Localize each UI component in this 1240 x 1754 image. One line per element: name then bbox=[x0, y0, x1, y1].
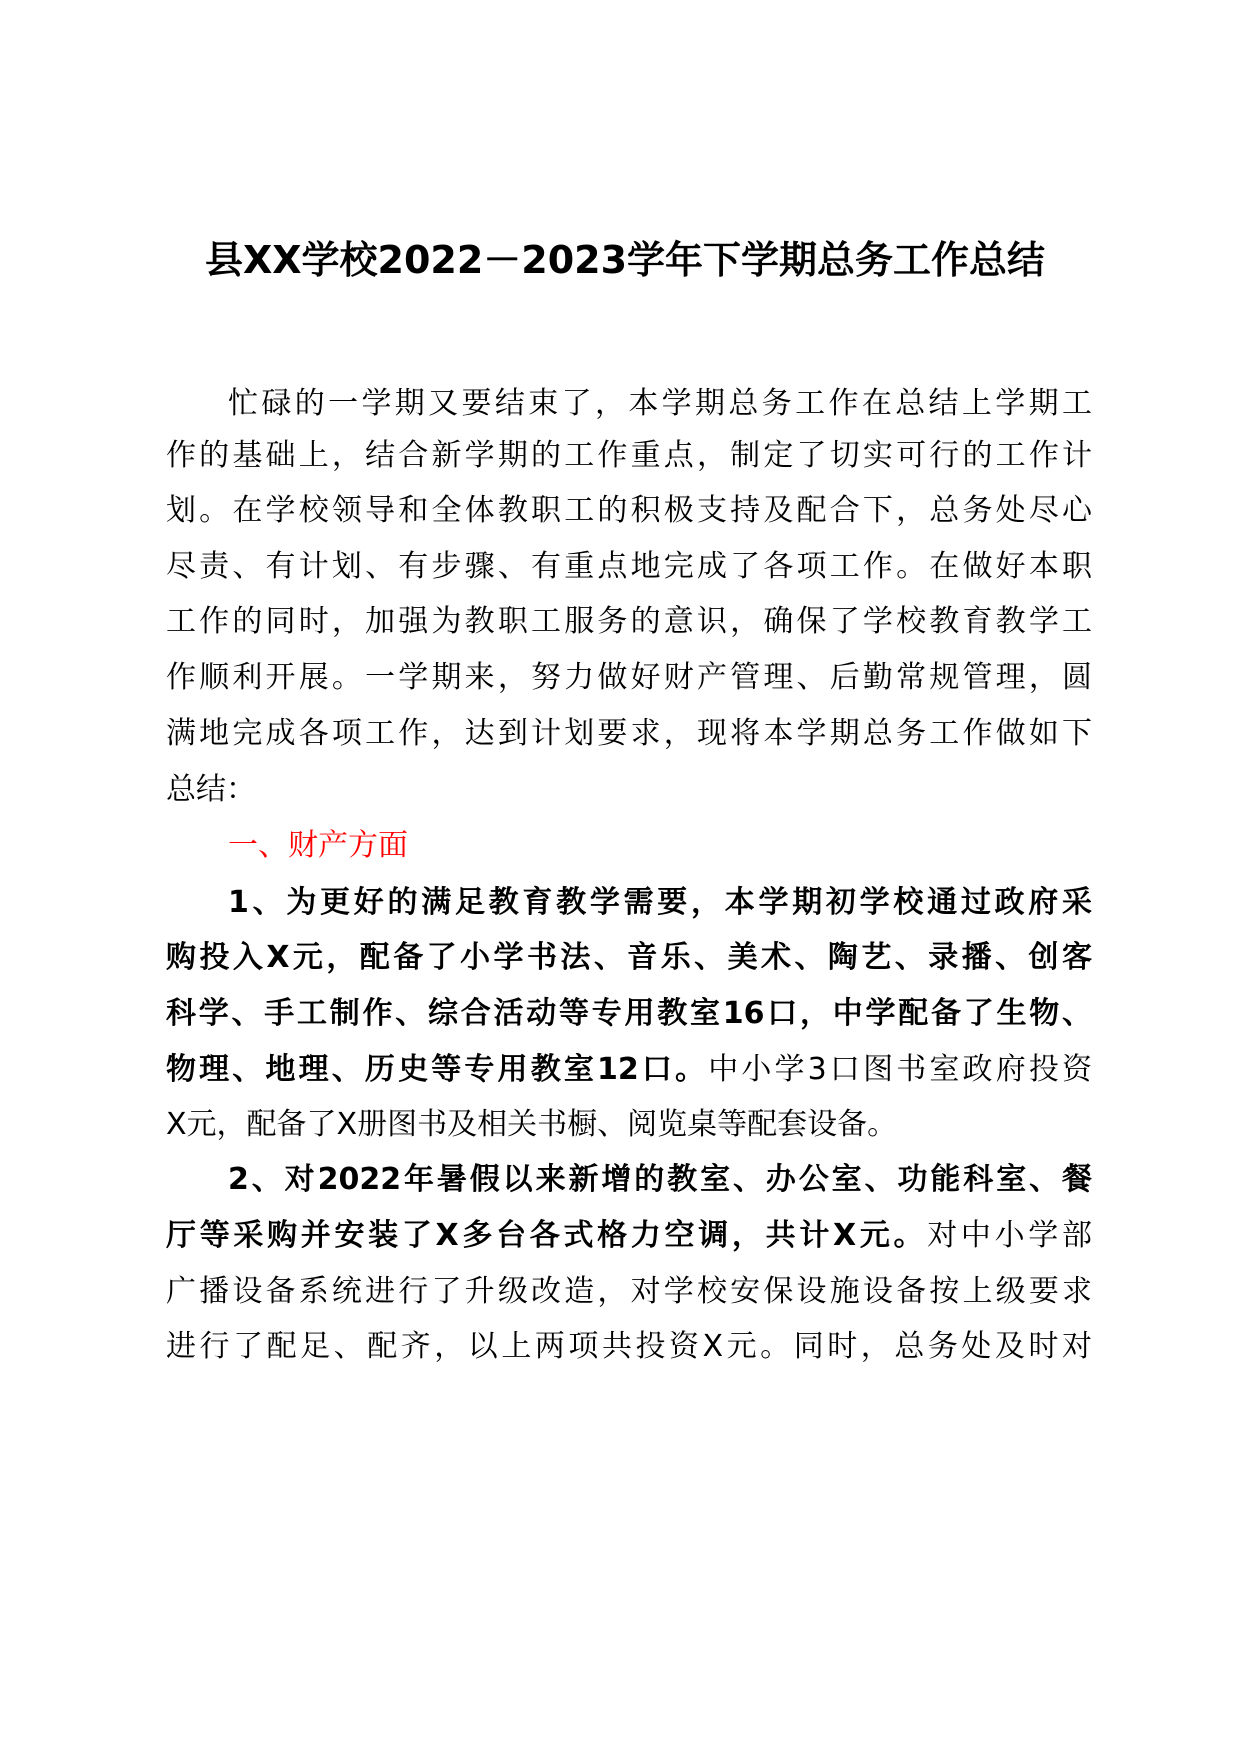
paragraph-line: 科学、手工制作、综合活动等专用教室16口，中学配备了生物、 bbox=[166, 996, 1092, 1031]
paragraph-line bbox=[166, 1216, 1092, 1256]
paragraph-line: 忙碌的一学期又要结束了，本学期总务工作在总结上学期工 bbox=[228, 386, 1092, 421]
paragraph-line: X元，配备了X册图书及相关书橱、阅览桌等配套设备。 bbox=[166, 1107, 898, 1142]
paragraph-line: 1、为更好的满足教育教学需要，本学期初学校通过政府采 bbox=[228, 885, 1092, 920]
paragraph-line: 广播设备系统进行了升级改造，对学校安保设施设备按上级要求 bbox=[166, 1274, 1092, 1309]
paragraph-line: 作顺利开展。一学期来，努力做好财产管理、后勤常规管理，圆 bbox=[166, 660, 1092, 695]
paragraph-line: 满地完成各项工作，达到计划要求，现将本学期总务工作做如下 bbox=[166, 716, 1092, 751]
bold-text: 物理、地理、历史等专用教室12口。 bbox=[166, 1052, 709, 1087]
normal-text: 中小学3口图书室政府投资 bbox=[708, 1052, 1092, 1087]
paragraph-line: 划。在学校领导和全体教职工的积极支持及配合下，总务处尽心 bbox=[166, 493, 1092, 528]
normal-text: 对中小学部 bbox=[927, 1218, 1092, 1253]
paragraph-line: 尽责、有计划、有步骤、有重点地完成了各项工作。在做好本职 bbox=[166, 549, 1092, 584]
paragraph-line: 工作的同时，加强为教职工服务的意识，确保了学校教育教学工 bbox=[166, 604, 1092, 639]
section-heading: 一、财产方面 bbox=[228, 828, 408, 863]
paragraph-line: 作的基础上，结合新学期的工作重点，制定了切实可行的工作计 bbox=[166, 438, 1092, 473]
paragraph-line: 2、对2022年暑假以来新增的教室、办公室、功能科室、餐 bbox=[228, 1162, 1092, 1197]
paragraph-line: 进行了配足、配齐，以上两项共投资X元。同时，总务处及时对 bbox=[166, 1329, 1092, 1364]
paragraph-line: 购投入X元，配备了小学书法、音乐、美术、陶艺、录播、创客 bbox=[166, 940, 1092, 975]
bold-text: 厅等采购并安装了X多台各式格力空调，共计X元。 bbox=[166, 1218, 928, 1253]
document-title: 县XX学校2022－2023学年下学期总务工作总结 bbox=[204, 238, 1046, 282]
paragraph-line bbox=[166, 1050, 1092, 1090]
paragraph-line: 总结： bbox=[166, 772, 256, 807]
